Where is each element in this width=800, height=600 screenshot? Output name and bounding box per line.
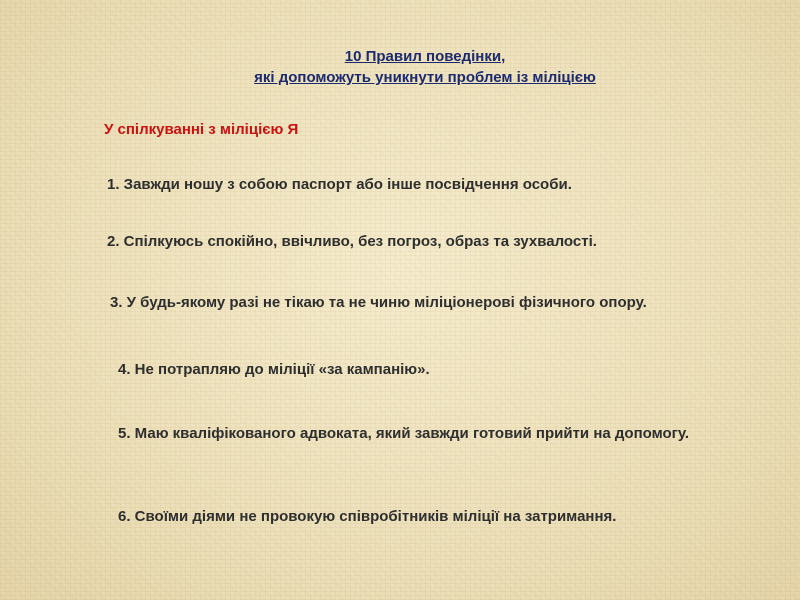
rule-item-6: 6. Своїми діями не провокую співробітників міліції на затримання. xyxy=(118,508,617,525)
slide-title-line-1: 10 Правил поведінки, xyxy=(344,48,506,65)
rule-item-4: 4. Не потрапляю до міліції «за кампанію». xyxy=(118,361,430,378)
slide-title-line-2: які допоможуть уникнути проблем із міліцією xyxy=(254,69,596,86)
section-subtitle: У спілкуванні з міліцією Я xyxy=(104,121,299,138)
slide-title xyxy=(0,46,800,88)
rule-item-3: 3. У будь-якому разі не тікаю та не чиню міліціонерові фізичного опору. xyxy=(110,294,647,311)
rule-item-1: 1. Завжди ношу з собою паспорт або інше посвідчення особи. xyxy=(107,176,572,193)
rule-item-2: 2. Спілкуюсь спокійно, ввічливо, без погроз, образ та зухвалості. xyxy=(107,233,597,250)
rule-item-5: 5. Маю кваліфікованого адвоката, який завжди готовий прийти на допомогу. xyxy=(118,425,690,442)
